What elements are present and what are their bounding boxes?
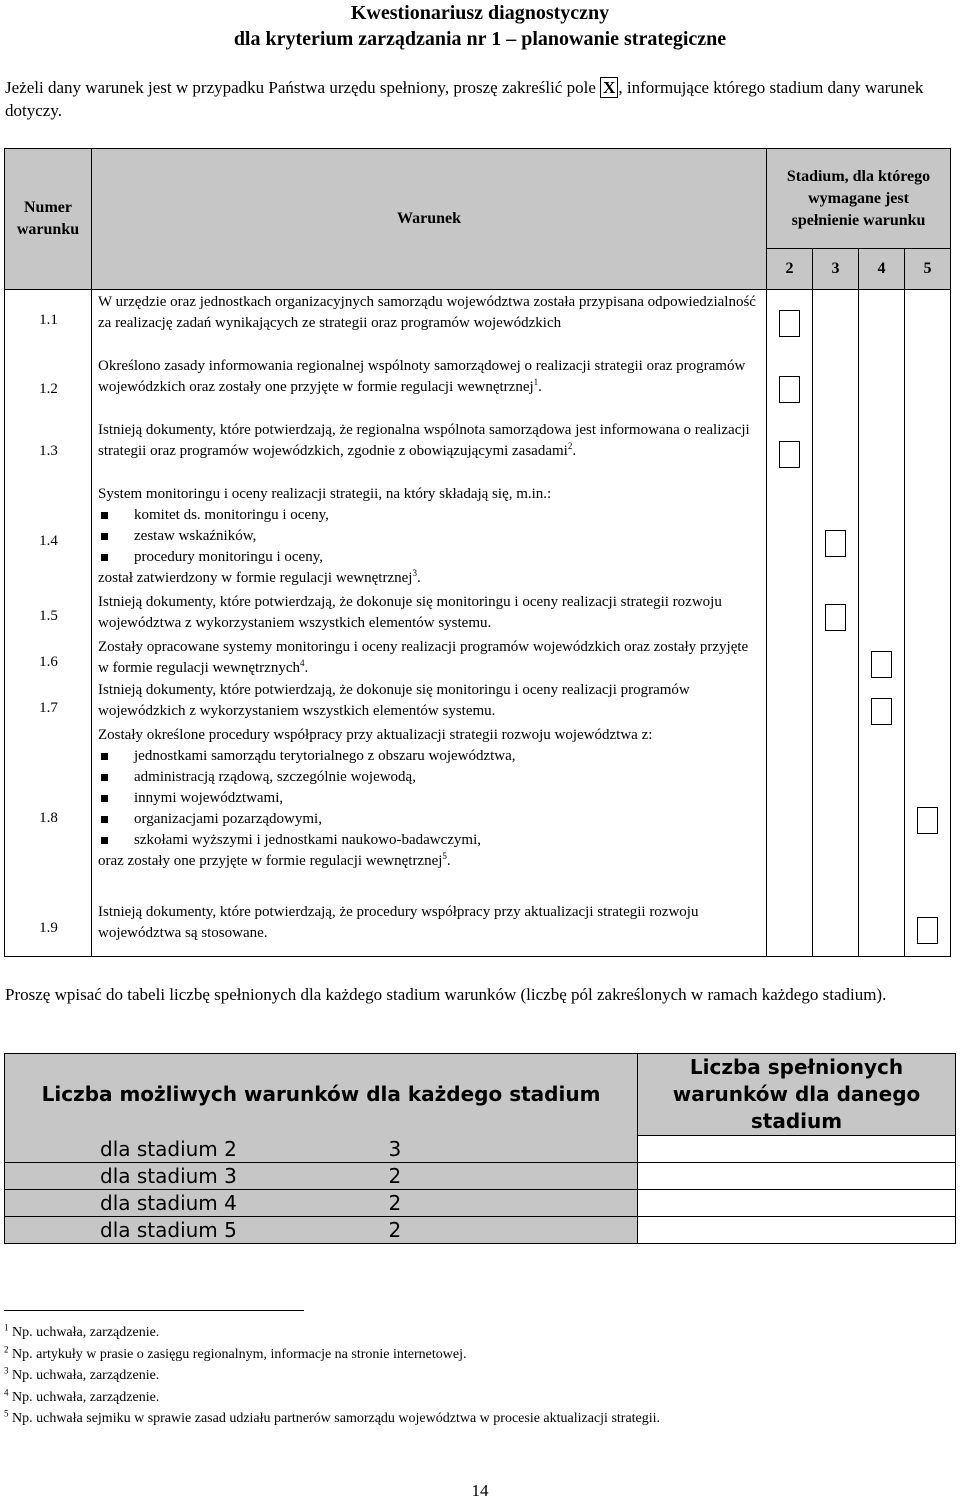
footnote: $^2$ Np. artykuły w prasie o zasięgu regionalnym, informacje na stronie internetowej. [4, 1343, 467, 1362]
page-number: 14 [471, 1481, 489, 1500]
list-item: organizacjami pozarządowymi, [98, 809, 760, 830]
instructions-text-2: , informujące którego stadium dany warunek dotyczy. [5, 78, 924, 120]
stage-5-checkbox-1-9[interactable] [917, 917, 938, 944]
summary-header-possible: Liczba możliwych warunków dla każdego stadium [5, 1054, 638, 1136]
stage-5-checkbox-1-8[interactable] [917, 807, 938, 834]
row-number: 1.5 [39, 608, 58, 624]
summary-row-label: dla stadium 5 [5, 1217, 389, 1244]
summary-row-label: dla stadium 2 [5, 1136, 389, 1163]
stage-3-column [813, 290, 859, 957]
row-number: 1.2 [39, 381, 58, 397]
footnote: $^3$ Np. uchwała, zarządzenie. [4, 1365, 160, 1383]
stage-2-checkbox-1-1[interactable] [779, 310, 800, 337]
list-item: administracją rządową, szczególnie wojewodą, [98, 767, 760, 788]
stage-4-checkbox-1-6[interactable] [871, 651, 892, 678]
summary-row-fulfilled-input[interactable] [638, 1190, 956, 1217]
summary-row-label: dla stadium 4 [5, 1190, 389, 1217]
footnote: $^1$ Np. uchwała, zarządzenie. [4, 1322, 160, 1340]
list-item: komitet ds. monitoringu i oceny, [98, 505, 760, 526]
condition-column [92, 290, 767, 957]
row-number: 1.9 [39, 920, 58, 936]
stage-header-3: 3 [813, 249, 859, 290]
x-box-sample: X [600, 77, 618, 98]
footnotes [4, 1322, 660, 1430]
stage-2-column [767, 290, 813, 957]
summary-instructions: Proszę wpisać do tabeli liczbę spełnionych dla każdego stadium warunków (liczbę pól zakreślonych w ramach każdego stadium). [5, 985, 887, 1004]
conditions-table [4, 148, 951, 957]
summary-row-possible: 2 [389, 1163, 638, 1190]
summary-row-possible: 2 [389, 1190, 638, 1217]
stage-header-2: 2 [767, 249, 813, 290]
row-number: 1.1 [39, 312, 58, 328]
row-number: 1.4 [39, 533, 58, 549]
header-number: Numer warunku [5, 149, 92, 290]
summary-row-label: dla stadium 3 [5, 1163, 389, 1190]
stage-3-checkbox-1-4[interactable] [825, 530, 846, 557]
stage-2-checkbox-1-2[interactable] [779, 376, 800, 403]
instructions [5, 76, 955, 122]
stage-4-column [859, 290, 905, 957]
list-item: jednostkami samorządu terytorialnego z obszaru województwa, [98, 746, 760, 767]
header-stage: Stadium, dla którego wymagane jest spełnienie warunku [767, 149, 951, 249]
summary-table [4, 1053, 956, 1244]
instructions-text-1: Jeżeli dany warunek jest w przypadku Państwa urzędu spełniony, proszę zakreślić pole [5, 78, 601, 97]
condition-text: Istnieją dokumenty, które potwierdzają, że procedury współpracy przy aktualizacji strategii rozwoju województwa są stosowane. [98, 904, 699, 941]
row-number: 1.7 [39, 700, 58, 716]
list-item: procedury monitoringu i oceny, [98, 547, 760, 568]
condition-text: Istnieją dokumenty, które potwierdzają, że dokonuje się monitoringu i oceny realizacji programów wojewódzkich z wykorzystaniem wszystkich elementów systemu. [98, 682, 690, 719]
stage-4-checkbox-1-7[interactable] [871, 698, 892, 725]
summary-row-possible: 3 [389, 1136, 638, 1163]
stage-header-5: 5 [905, 249, 951, 290]
list-item: zestaw wskaźników, [98, 526, 760, 547]
footnote-separator [4, 1310, 304, 1311]
stage-3-checkbox-1-5[interactable] [825, 604, 846, 631]
row-number: 1.6 [39, 654, 58, 670]
footnote: $^4$ Np. uchwała, zarządzenie. [4, 1386, 160, 1405]
number-column [5, 290, 92, 957]
condition-text: W urzędzie oraz jednostkach organizacyjnych samorządu województwa została przypisana odpowiedzialność za realizację zadań wynikających ze strategii oraz programów wojewódzkich [98, 294, 756, 331]
row-number: 1.3 [39, 443, 58, 459]
list-item: innymi województwami, [98, 788, 760, 809]
header-condition: Warunek [92, 149, 767, 290]
document-title [0, 0, 960, 52]
summary-header-fulfilled: Liczba spełnionych warunków dla danego stadium [638, 1054, 956, 1136]
list-item: szkołami wyższymi i jednostkami naukowo-badawczymi, [98, 830, 760, 851]
footnote: $^5$ Np. uchwała sejmiku w sprawie zasad udziału partnerów samorządu województwa w procesie aktualizacji strategii. [4, 1408, 661, 1426]
stage-5-column [905, 290, 951, 957]
condition-text: Określono zasady informowania regionalnej wspólnoty samorządowej o realizacji strategii oraz programów wojewódzkich oraz zostały one przyjęte w formie regulacji wewnętrznej$^1$. [98, 358, 746, 395]
row-number: 1.8 [39, 810, 58, 826]
condition-text: Zostały określone procedury współpracy przy aktualizacji strategii rozwoju województwa z: jednostkami samorządu terytorialnego z obszaru województwa, administracją rządową, szczególnie wojewodą, innymi województwami, organizacjami pozarządowymi, szkołami wyższymi i jednostkami naukowo-badawczymi, oraz zostały one przyjęte w formie regulacji wewnętrznej$^5$. [98, 725, 760, 902]
summary-row-fulfilled-input[interactable] [638, 1217, 956, 1244]
condition-text: System monitoringu i oceny realizacji strategii, na który składają się, m.in.: komitet ds. monitoringu i oceny, zestaw wskaźników, procedury monitoringu i oceny, został zatwierdzony w formie regulacji wewnętrznej$^3$. [98, 484, 760, 592]
title-line-2: dla kryterium zarządzania nr 1 – planowanie strategiczne [233, 28, 727, 50]
summary-row-possible: 2 [389, 1217, 638, 1244]
condition-text: Istnieją dokumenty, które potwierdzają, że regionalna wspólnota samorządowa jest informowana o realizacji strategii oraz programów wojewódzkich, zgodnie z obowiązującymi zasadami$^2$. [98, 422, 750, 459]
title-line-1: Kwestionariusz diagnostyczny [350, 2, 610, 24]
summary-row-fulfilled-input[interactable] [638, 1136, 956, 1163]
condition-text: Istnieją dokumenty, które potwierdzają, że dokonuje się monitoringu i oceny realizacji strategii rozwoju województwa z wykorzystaniem wszystkich elementów systemu. [98, 594, 722, 631]
stage-2-checkbox-1-3[interactable] [779, 441, 800, 468]
stage-header-4: 4 [859, 249, 905, 290]
summary-row-fulfilled-input[interactable] [638, 1163, 956, 1190]
condition-text: Zostały opracowane systemy monitoringu i oceny realizacji programów wojewódzkich oraz zostały przyjęte w formie regulacji wewnętrznych$^4$. [98, 639, 749, 676]
